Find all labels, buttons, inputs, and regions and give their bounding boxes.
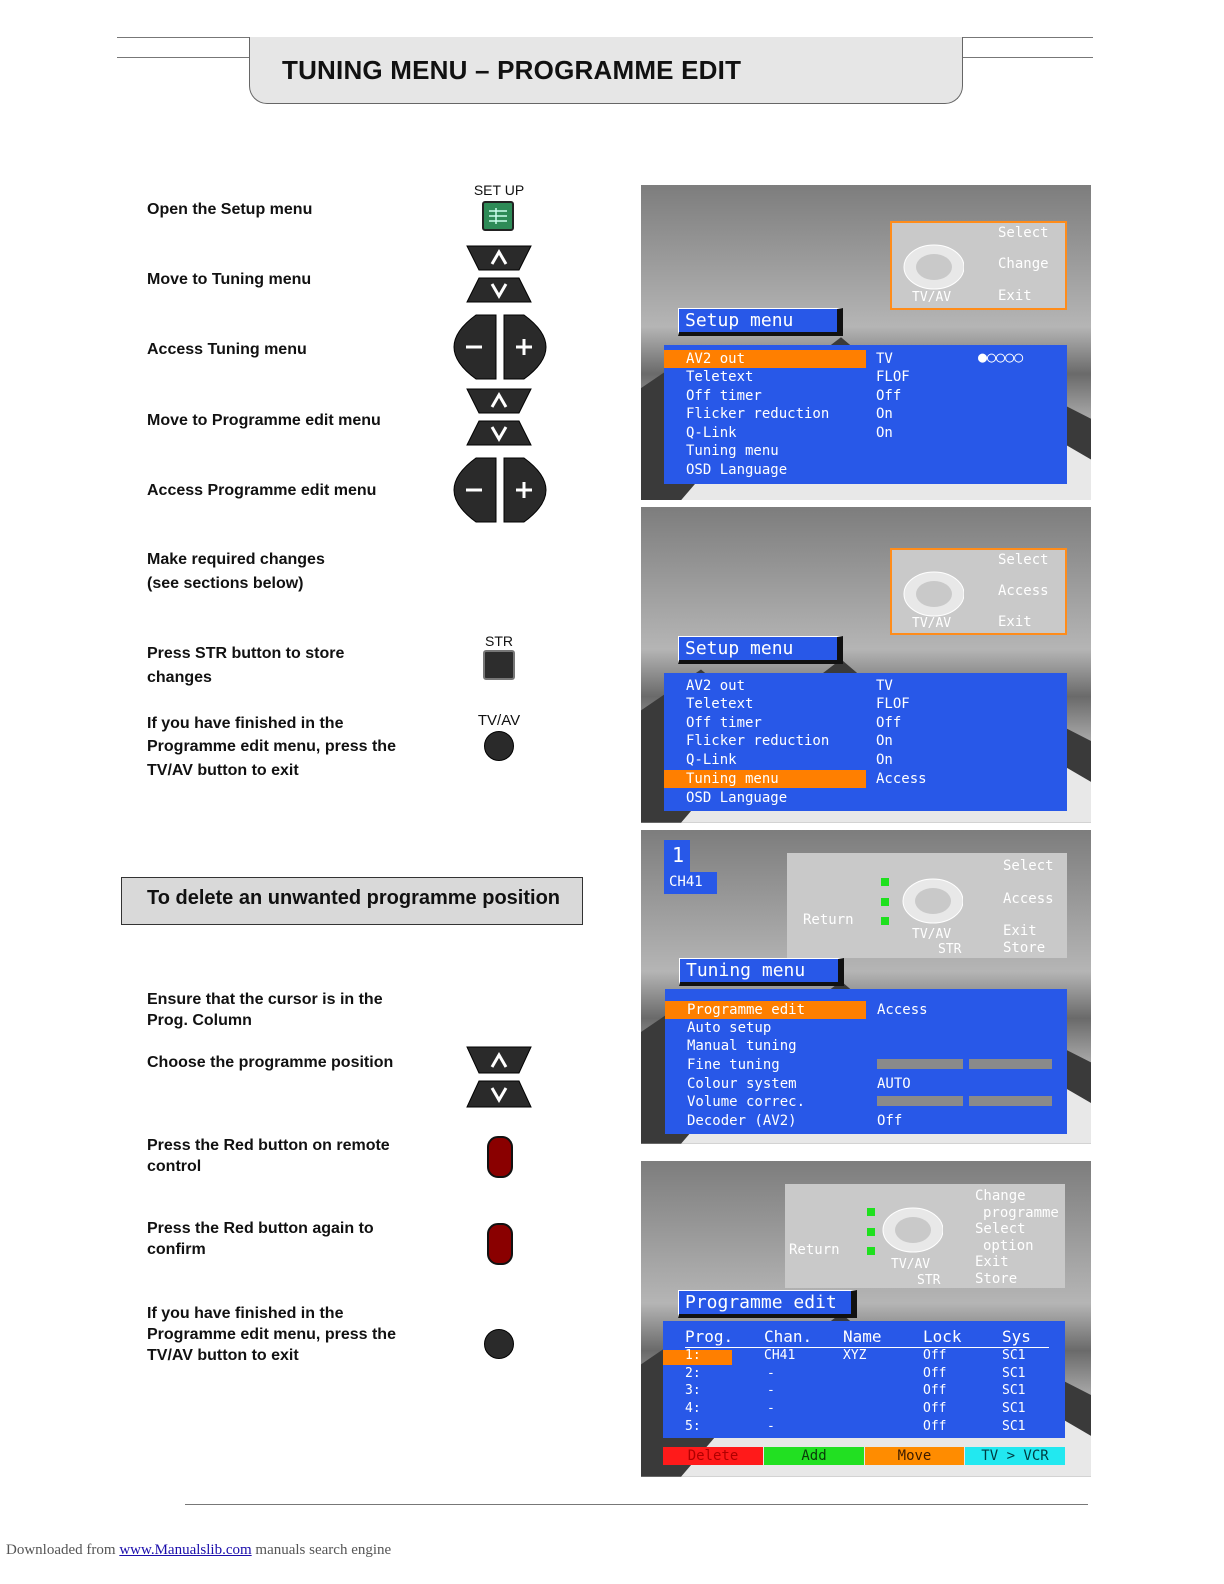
footer-suffix: manuals search engine: [255, 1542, 392, 1558]
help-access: Access: [998, 583, 1049, 599]
cell-prog[interactable]: 5:: [685, 1419, 701, 1434]
remote-dpad-icon: [900, 237, 964, 293]
footer-rule: [185, 1504, 1088, 1505]
cell-prog[interactable]: 1:: [685, 1348, 701, 1363]
cell-sys: SC1: [1002, 1366, 1026, 1381]
help-tvav: TV/AV: [891, 1257, 931, 1272]
cell-chan: -: [767, 1383, 775, 1398]
menu-icon: [484, 203, 512, 229]
green-indicator: [881, 917, 889, 925]
header-rule-left: [117, 57, 249, 58]
menu-row-label[interactable]: Tuning menu: [686, 771, 779, 787]
menu-row-label[interactable]: Fine tuning: [687, 1057, 780, 1073]
step-press-str-2: changes: [147, 669, 212, 686]
help-panel: [785, 1184, 1065, 1288]
menu-row-label[interactable]: Off timer: [686, 715, 762, 731]
channel-number: 1: [672, 843, 685, 867]
key-add[interactable]: [764, 1447, 864, 1465]
help-store: Store: [1003, 940, 1046, 956]
menu-row-label[interactable]: AV2 out: [686, 678, 746, 694]
step-move-tuning: Move to Tuning menu: [147, 271, 312, 288]
cell-lock: Off: [923, 1401, 947, 1416]
key-tv-vcr-label: TV > VCR: [981, 1448, 1049, 1464]
channel-name: CH41: [669, 874, 703, 890]
menu-row-label[interactable]: Off timer: [686, 388, 762, 404]
tv-screen-setup-2: [641, 507, 1091, 823]
help-tvav: TV/AV: [912, 290, 952, 305]
menu-row-value: Off: [877, 1113, 903, 1129]
menu-row-label[interactable]: Flicker reduction: [686, 733, 830, 749]
key-add-label: Add: [801, 1448, 827, 1464]
help-change: Change: [975, 1188, 1026, 1204]
menu-row-value: TV: [876, 351, 893, 367]
cell-chan: -: [767, 1366, 775, 1381]
help-return: Return: [803, 912, 854, 928]
cell-name: XYZ: [843, 1348, 867, 1363]
footer-prefix: Downloaded from: [6, 1542, 116, 1558]
setup-button[interactable]: [482, 201, 514, 231]
help-exit: Exit: [975, 1254, 1009, 1270]
setup-label: SET UP: [473, 182, 525, 198]
minus-plus-buttons-1[interactable]: [452, 313, 548, 381]
option-dots: ●○○○○: [978, 348, 1024, 366]
volume-correction-bar[interactable]: [969, 1096, 1052, 1106]
key-delete-label: Delete: [687, 1448, 739, 1464]
tv-screen-programme-edit: [641, 1161, 1091, 1477]
step-red-2: Press the Red button again to: [147, 1220, 374, 1237]
tvav-button-1[interactable]: [484, 731, 514, 761]
menu-title: Programme edit: [678, 1290, 857, 1318]
help-panel: [787, 853, 1067, 958]
cell-lock: Off: [923, 1366, 947, 1381]
help-select: Select: [975, 1221, 1026, 1237]
menu-row-value: On: [876, 425, 893, 441]
str-label: STR: [485, 633, 513, 649]
menu-row-label[interactable]: OSD Language: [686, 790, 788, 806]
menu-row-label[interactable]: Teletext: [686, 696, 754, 712]
menu-row-value: On: [876, 406, 893, 422]
cell-chan: -: [767, 1401, 775, 1416]
menu-title: Tuning menu: [679, 958, 844, 986]
menu-row-label[interactable]: Tuning menu: [686, 443, 779, 459]
menu-row-value: Off: [876, 715, 902, 731]
up-down-buttons-2[interactable]: [463, 383, 535, 451]
cell-chan: -: [767, 1419, 775, 1434]
step-red-1: Press the Red button on remote: [147, 1137, 390, 1154]
menu-row-value: TV: [876, 678, 893, 694]
menu-row-label[interactable]: Q-Link: [686, 752, 737, 768]
menu-row-value: On: [876, 752, 893, 768]
minus-plus-buttons-2[interactable]: [452, 456, 548, 524]
col-header-sys: Sys: [1002, 1327, 1031, 1346]
help-str: STR: [917, 1273, 941, 1288]
step-see-sections: (see sections below): [147, 575, 304, 592]
menu-row-label[interactable]: Auto setup: [687, 1020, 772, 1036]
help-return: Return: [789, 1242, 840, 1258]
step-ensure-cursor: Ensure that the cursor is in the: [147, 991, 383, 1008]
cell-prog[interactable]: 4:: [685, 1401, 701, 1416]
help-str: STR: [938, 942, 962, 957]
fine-tuning-bar[interactable]: [969, 1059, 1052, 1069]
step-access-programme-edit: Access Programme edit menu: [147, 482, 377, 499]
menu-row-label[interactable]: Programme edit: [687, 1002, 806, 1018]
step-finished-1: If you have finished in the: [147, 715, 344, 732]
remote-dpad-icon: [879, 1204, 943, 1260]
menu-row-value: On: [876, 733, 893, 749]
key-tv-vcr[interactable]: [965, 1447, 1065, 1465]
green-indicator: [881, 898, 889, 906]
header-rule-right: [961, 57, 1093, 58]
green-indicator: [867, 1247, 875, 1255]
green-indicator: [867, 1228, 875, 1236]
step-finished-2: Programme edit menu, press the: [147, 738, 396, 755]
step-finished-b1: If you have finished in the: [147, 1305, 344, 1322]
menu-row-label[interactable]: Flicker reduction: [686, 406, 830, 422]
red-button-2[interactable]: [487, 1223, 513, 1265]
footer: [6, 1542, 391, 1559]
help-exit: Exit: [998, 288, 1032, 304]
step-choose-position: Choose the programme position: [147, 1054, 394, 1071]
volume-correction-bar[interactable]: [877, 1096, 963, 1106]
step-access-tuning: Access Tuning menu: [147, 341, 307, 358]
menu-row-value: AUTO: [877, 1076, 911, 1092]
step-finished-3: TV/AV button to exit: [147, 762, 299, 779]
menu-row-value: Off: [876, 388, 902, 404]
menu-row-value: Access: [876, 771, 927, 787]
help-access: Access: [1003, 891, 1054, 907]
menu-row-value: FLOF: [876, 369, 910, 385]
step-red-1b: control: [147, 1158, 202, 1175]
help-panel: [890, 221, 1067, 310]
menu-row-label[interactable]: AV2 out: [686, 351, 746, 367]
help-exit: Exit: [1003, 923, 1037, 939]
cell-sys: SC1: [1002, 1383, 1026, 1398]
cell-lock: Off: [923, 1419, 947, 1434]
help-programme: programme: [983, 1205, 1059, 1221]
menu-row-label[interactable]: OSD Language: [686, 462, 788, 478]
fine-tuning-bar[interactable]: [877, 1059, 963, 1069]
cell-sys: SC1: [1002, 1401, 1026, 1416]
col-header-name: Name: [843, 1327, 882, 1346]
step-press-str: Press STR button to store: [147, 645, 345, 662]
help-tvav: TV/AV: [912, 927, 952, 942]
green-indicator: [867, 1208, 875, 1216]
col-header-prog: Prog.: [685, 1327, 734, 1346]
section-title: To delete an unwanted programme position: [147, 887, 560, 909]
menu-row-label[interactable]: Decoder (AV2): [687, 1113, 797, 1129]
table-header-rule: [685, 1347, 1049, 1348]
help-change: Change: [998, 256, 1049, 272]
key-delete[interactable]: [663, 1447, 763, 1465]
step-move-programme-edit: Move to Programme edit menu: [147, 412, 381, 429]
menu-row-label[interactable]: Q-Link: [686, 425, 737, 441]
cell-sys: SC1: [1002, 1419, 1026, 1434]
step-finished-b2: Programme edit menu, press the: [147, 1326, 396, 1343]
cell-chan: CH41: [764, 1348, 796, 1363]
help-exit: Exit: [998, 614, 1032, 630]
red-button-1[interactable]: [487, 1136, 513, 1178]
menu-title: Setup menu: [678, 636, 843, 664]
key-move-label: Move: [897, 1448, 932, 1464]
col-header-lock: Lock: [923, 1327, 962, 1346]
help-store: Store: [975, 1271, 1018, 1287]
help-select: Select: [998, 552, 1049, 568]
menu-row-value: Access: [877, 1002, 928, 1018]
cell-prog[interactable]: 2:: [685, 1366, 701, 1381]
help-select: Select: [1003, 858, 1054, 874]
step-finished-b3: TV/AV button to exit: [147, 1347, 299, 1364]
cell-sys: SC1: [1002, 1348, 1026, 1363]
remote-dpad-icon: [900, 564, 964, 620]
up-down-buttons-3[interactable]: [463, 1043, 535, 1113]
menu-row-value: FLOF: [876, 696, 910, 712]
cell-prog[interactable]: 3:: [685, 1383, 701, 1398]
help-tvav: TV/AV: [912, 616, 952, 631]
step-open-setup: Open the Setup menu: [147, 201, 313, 218]
remote-dpad-icon: [899, 875, 963, 931]
tv-screen-tuning: [641, 830, 1091, 1144]
menu-row-label[interactable]: Colour system: [687, 1076, 797, 1092]
footer-link[interactable]: www.Manualslib.com: [119, 1542, 252, 1558]
tvav-label: TV/AV: [477, 712, 521, 729]
cell-lock: Off: [923, 1348, 947, 1363]
tvav-button-2[interactable]: [484, 1329, 514, 1359]
menu-row-label[interactable]: Manual tuning: [687, 1038, 797, 1054]
str-button[interactable]: [483, 650, 515, 680]
menu-row-label[interactable]: Volume correc.: [687, 1094, 806, 1110]
menu-title: Setup menu: [678, 308, 843, 336]
help-select: Select: [998, 225, 1049, 241]
step-red-2b: confirm: [147, 1241, 206, 1258]
step-ensure-cursor-2: Prog. Column: [147, 1012, 252, 1029]
col-header-chan: Chan.: [764, 1327, 813, 1346]
help-option: option: [983, 1238, 1034, 1254]
help-panel: [890, 548, 1067, 635]
menu-row-label[interactable]: Teletext: [686, 369, 754, 385]
up-down-buttons-1[interactable]: [463, 240, 535, 308]
step-make-changes: Make required changes: [147, 551, 325, 568]
page-title: TUNING MENU – PROGRAMME EDIT: [282, 55, 742, 85]
key-move[interactable]: [865, 1447, 964, 1465]
tv-screen-setup-1: [641, 185, 1091, 500]
green-indicator: [881, 878, 889, 886]
cell-lock: Off: [923, 1383, 947, 1398]
